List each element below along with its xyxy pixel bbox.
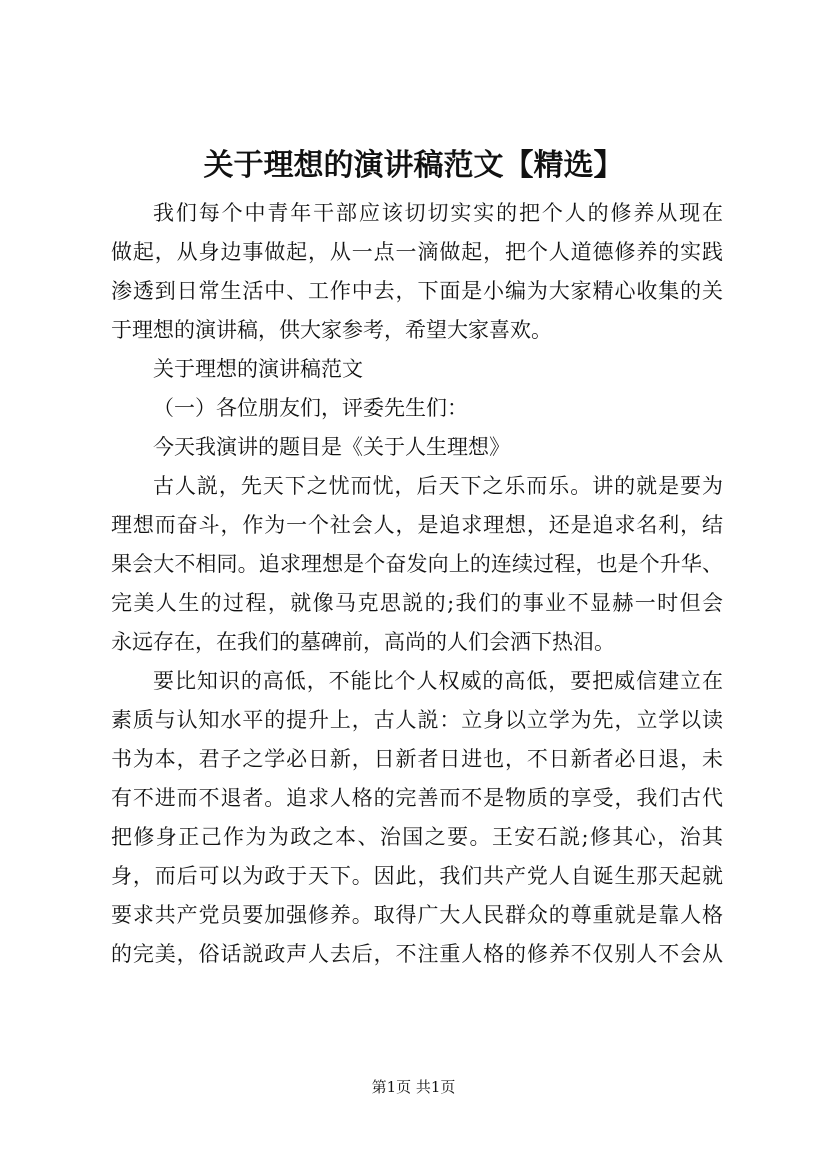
text-line: 渗透到日常生活中、工作中去，下面是小编为大家精心收集的关 (111, 279, 723, 303)
text-line: 永远存在，在我们的墓碑前，高尚的人们会洒下热泪。 (111, 630, 615, 654)
text-line: 今天我演讲的题目是《关于人生理想》 (153, 435, 510, 459)
text-line: 素质与认知水平的提升上，古人説：立身以立学为先，立学以读 (111, 708, 723, 732)
text-line: 关于理想的演讲稿范文 (153, 357, 363, 381)
text-line: （一）各位朋友们，评委先生们： (153, 396, 468, 420)
text-line: 把修身正己作为为政之本、治国之要。王安石説;修其心，治其 (111, 825, 723, 849)
text-line: 的完美，俗话説政声人去后，不注重人格的修养不仅别人不会从 (111, 942, 723, 966)
text-line: 理想而奋斗，作为一个社会人，是追求理想，还是追求名利，结 (111, 513, 723, 537)
text-line: 我们每个中青年干部应该切切实实的把个人的修养从现在 (153, 201, 723, 225)
text-line: 做起，从身边事做起，从一点一滴做起，把个人道德修养的实践 (111, 240, 723, 264)
text-line: 要比知识的高低，不能比个人权威的高低，要把威信建立在 (153, 669, 723, 693)
text-line: 完美人生的过程，就像马克思説的;我们的事业不显赫一时但会 (111, 591, 723, 615)
document-body (111, 194, 723, 974)
text-line: 有不进而不退者。追求人格的完善而不是物质的享受，我们古代 (111, 786, 723, 810)
text-line: 书为本，君子之学必日新，日新者日进也，不日新者必日退，未 (111, 747, 723, 771)
document-title: 关于理想的演讲稿范文【精选】 (203, 148, 624, 183)
text-line: 果会大不相同。追求理想是个奋发向上的连续过程，也是个升华、 (111, 552, 723, 576)
text-line: 要求共产党员要加强修养。取得广大人民群众的尊重就是靠人格 (111, 903, 723, 927)
text-line: 古人説，先天下之忧而忧，后天下之乐而乐。讲的就是要为 (153, 474, 723, 498)
text-line: 身，而后可以为政于天下。因此，我们共产党人自诞生那天起就 (111, 864, 723, 888)
page-footer: 第1页 共1页 (371, 1078, 456, 1096)
text-line: 于理想的演讲稿，供大家参考，希望大家喜欢。 (111, 318, 552, 342)
